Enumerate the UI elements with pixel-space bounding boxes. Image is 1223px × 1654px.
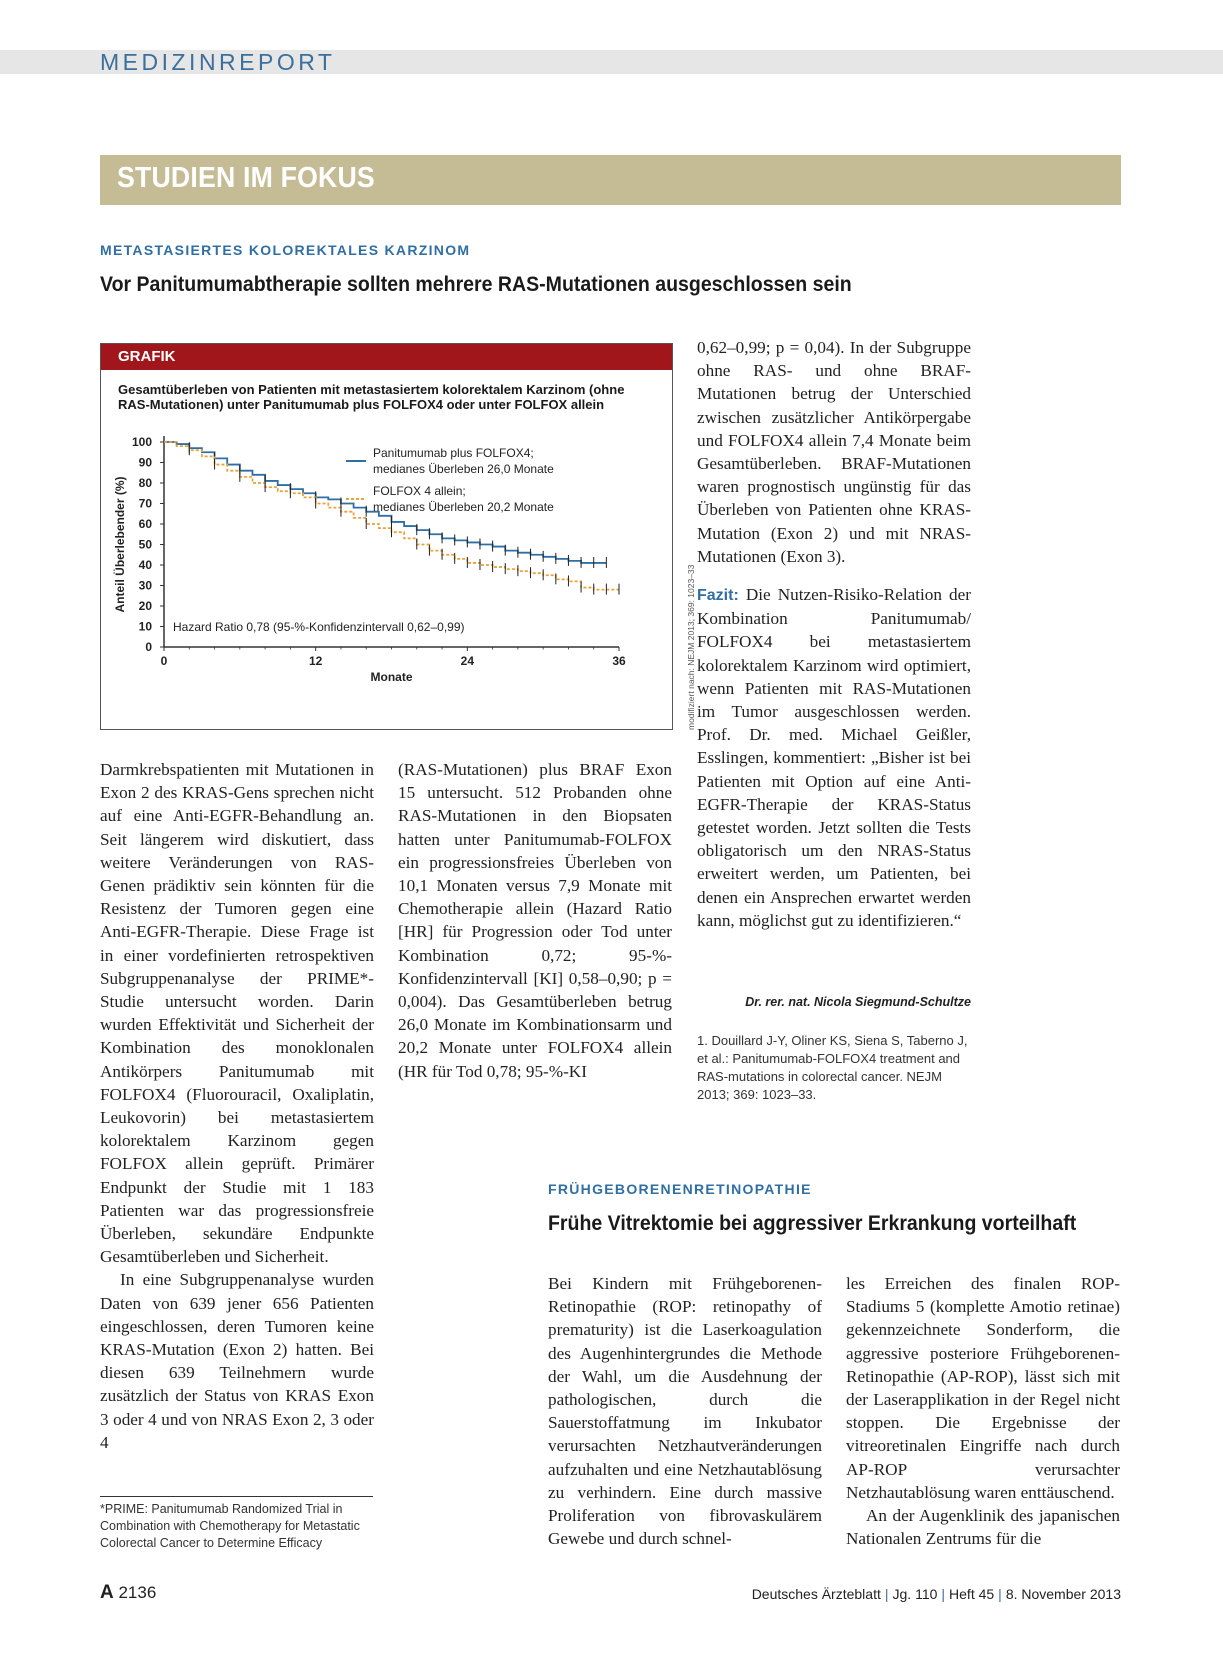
journal-date: 8. November 2013 (1005, 1586, 1121, 1602)
article2-kicker: FRÜHGEBORENENRETINOPATHIE (548, 1181, 812, 1197)
x-tick-label: 36 (612, 654, 626, 668)
page-number (100, 1582, 156, 1604)
figure-band-label: GRAFIK (118, 348, 176, 365)
article2-paragraph-2: les Erreichen des finalen ROP-Stadiums 5 (komplette Amotio retinae) gekennzeichnete Sonderform, die aggressive posteriore Frühgeborenen-Retinopathie (AP-ROP), lässt sich mit der Laserapplikation in der Regel nicht stoppen. Die Ergebnisse der vitreoretinalen Eingriffe nach durch AP-ROP verursachter Netzhautablösung waren enttäuschend. (846, 1274, 1120, 1502)
article1-title: Vor Panitumumabtherapie sollten mehrere RAS-Mutationen ausgeschlossen sein (100, 273, 852, 296)
x-axis-label: Monate (370, 670, 413, 684)
y-tick-label: 0 (145, 640, 152, 654)
journal-info: Deutsches Ärzteblatt | Jg. 110 | Heft 45 | 8. November 2013 (751, 1586, 1121, 1602)
article2-title: Frühe Vitrektomie bei aggressiver Erkrankung vorteilhaft (548, 1212, 1077, 1235)
legend-label-folfox: FOLFOX 4 allein; (373, 484, 466, 498)
figure-credit: modifiziert nach: NEJM 2013; 369: 1023–33 (686, 564, 696, 730)
running-header (0, 50, 1223, 74)
article1-author: Dr. rer. nat. Nicola Siegmund-Schultze (745, 995, 971, 1009)
journal-issue: Heft 45 (949, 1586, 995, 1602)
fazit-paragraph (697, 583, 971, 932)
section-label: MEDIZINREPORT (100, 49, 336, 75)
article1-paragraph-2: In eine Subgruppenanalyse wurden Daten von 639 jener 656 Patienten eingeschlossen, deren Tumoren keine KRAS-Mutation (Exon 2) hatten. Bei diesen 639 Teilnehmern wurde zusätzlich der Status von KRAS Exon 3 oder 4 und von NRAS Exon 2, 3 oder 4 (100, 1270, 374, 1452)
fazit-text: Die Nutzen-Risiko-Relation der Kombination Panitumumab/ FOLFOX4 bei metastasiertem kolorektalem Karzinom wird optimiert, wenn Patienten mit RAS-Mutationen im Tumor ausgeschlossen werden. Prof. Dr. med. Michael Geißler, Esslingen, kommentiert: „Bisher ist bei Patienten mit Option auf eine Anti-EGFR-Therapie der KRAS-Status getestet worden. Jetzt sollten die Tests obligatorisch um den NRAS-Status erweitert werden, um Patienten, bei denen ein Ansprechen erwartet werden kann, möglichst gut zu identifizieren.“ (697, 585, 971, 930)
article2-paragraph-1: Bei Kindern mit Frühgeborenen-Retinopathie (ROP: retinopathy of prematurity) ist die Laserkoagulation des Augenhintergrundes die Methode der Wahl, um die Ausdehnung der pathologischen, durch die Sauerstoffatmung im Inkubator verursachten Netzhautveränderungen aufzuhalten und eine Netzhautablösung zu verhindern. Eine durch massive Proliferation von fibrovaskulärem Gewebe und durch schnel- (548, 1274, 822, 1549)
legend-label-panitumumab: Panitumumab plus FOLFOX4; (373, 446, 534, 460)
section-banner (100, 155, 1121, 205)
y-tick-label: 20 (138, 599, 152, 613)
x-tick-label: 0 (160, 654, 168, 668)
y-axis-label: Anteil Überlebender (%) (113, 476, 127, 613)
article2-column-2 (846, 1272, 1120, 1550)
footnote: *PRIME: Panitumumab Randomized Trial in Combination with Chemotherapy for Metastatic Colorectal Cancer to Determine Efficacy (100, 1502, 360, 1550)
y-tick-label: 80 (138, 476, 152, 490)
journal-name: Deutsches Ärzteblatt (751, 1586, 881, 1602)
fazit-label: Fazit: (697, 587, 739, 605)
y-tick-label: 30 (138, 578, 152, 593)
page-prefix: A (100, 1582, 114, 1603)
figure-caption: Gesamtüberleben von Patienten mit metastasiertem kolorektalem Karzinom (ohne RAS-Mutationen) unter Panitumumab plus FOLFOX4 oder unter FOLFOX allein (118, 382, 625, 412)
y-tick-label: 90 (138, 455, 152, 470)
legend-label-panitumumab: medianes Überleben 26,0 Monate (373, 462, 554, 476)
journal-volume: Jg. 110 (892, 1586, 938, 1602)
page-number-value: 2136 (118, 1583, 157, 1602)
article2-paragraph-3: An der Augenklinik des japanischen Nationalen Zentrums für die (846, 1506, 1120, 1549)
x-tick-label: 24 (460, 654, 475, 668)
y-tick-label: 60 (138, 517, 152, 531)
figure-box (100, 343, 673, 730)
article1-paragraph-4: 0,62–0,99; p = 0,04). In der Subgruppe ohne RAS- und ohne BRAF-Mutationen betrug der Unterschied zwischen zusätzlicher Antikörpergabe und FOLFOX4 allein 7,4 Monate beim Gesamtüberleben. BRAF-Mutationen waren prognostisch ungünstig für das Überleben von Patienten ohne KRAS-Mutation (Exon 2) und mit NRAS-Mutationen (Exon 3). (697, 338, 971, 566)
hazard-ratio-annotation: Hazard Ratio 0,78 (95-%-Konfidenzintervall 0,62–0,99) (173, 620, 465, 634)
y-tick-label: 50 (138, 537, 152, 552)
y-tick-label: 40 (138, 558, 152, 572)
survival-chart (101, 344, 674, 731)
article1-column-3 (697, 336, 971, 932)
article1-reference: 1. Douillard J-Y, Oliner KS, Siena S, Taberno J, et al.: Panitumumab-FOLFOX4 treatment and RAS-mutations in colorectal cancer. NEJM 2013; 369: 1023–33. (697, 1033, 968, 1102)
article1-paragraph-1: Darmkrebspatienten mit Mutationen in Exon 2 des KRAS-Gens sprechen nicht auf eine Anti-EGFR-Behandlung an. Seit längerem wird diskutiert, dass weitere Veränderungen von RAS-Genen prädiktiv sein könnten für die Resistenz der Tumoren gegen eine Anti-EGFR-Therapie. Diese Frage ist in einer vordefinierten retrospektiven Subgruppenanalyse der PRIME*-Studie untersucht worden. Darin wurden Effektivität und Sicherheit der Kombination des monoklonalen Antikörpers Panitumumab mit FOLFOX4 (Fluorouracil, Oxaliplatin, Leukovorin) bei metastasiertem kolorektalem Karzinom gegen FOLFOX allein geprüft. Primärer Endpunkt der Studie mit 1 183 Patienten war das progressionsfreie Überleben, sekundäre Endpunkte Gesamtüberleben und Sicherheit. (100, 760, 374, 1267)
y-tick-label: 100 (131, 435, 152, 449)
article2-column-1 (548, 1272, 822, 1550)
x-tick-label: 12 (308, 654, 323, 668)
y-tick-label: 70 (138, 496, 152, 511)
article1-kicker: METASTASIERTES KOLOREKTALES KARZINOM (100, 242, 471, 258)
banner-title: STUDIEN IM FOKUS (117, 162, 375, 194)
article1-column-2 (398, 758, 672, 1083)
article1-paragraph-3: (RAS-Mutationen) plus BRAF Exon 15 untersucht. 512 Probanden ohne RAS-Mutationen in den Biopsaten hatten unter Panitumumab-FOLFOX ein progressionsfreies Überleben von 10,1 Monaten versus 7,9 Monate mit Chemotherapie allein (Hazard Ratio [HR] für Progression oder Tod unter Kombination 0,72; 95-%-Konfidenzintervall [KI] 0,58–0,90; p = 0,004). Das Gesamtüberleben betrug 26,0 Monate im Kombinationsarm und 20,2 Monate unter FOLFOX4 allein (HR für Tod 0,78; 95-%-KI (398, 760, 672, 1081)
article1-column-1 (100, 758, 374, 1454)
footnote-rule (100, 1496, 373, 1497)
legend-label-folfox: medianes Überleben 20,2 Monate (373, 500, 554, 514)
y-tick-label: 10 (138, 619, 152, 634)
